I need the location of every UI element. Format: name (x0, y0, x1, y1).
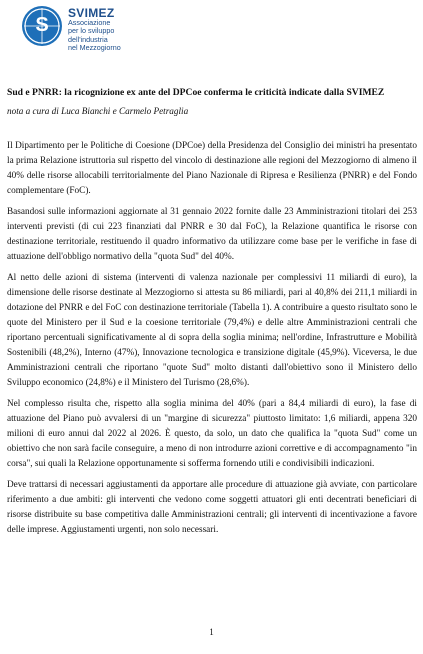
page-number: 1 (209, 627, 214, 637)
brand-line: Associazione (68, 18, 111, 27)
brand-line: dell'industria (68, 34, 108, 44)
header (22, 6, 202, 53)
svimez-logo (22, 6, 62, 46)
paragraph: Deve trattarsi di necessari aggiustamenti da apportare alle procedure di attuazione già avviate, con particolare riferimento a due ambiti: gli interventi che vedono come soggetti attuatori gli enti decentrati beneficiari di risorse distribuite su base competitiva dalle Amministrazioni centrali; gli interventi di incentivazione a favore delle imprese. Aggiustamenti urgenti, non solo necessari. (7, 480, 417, 535)
paragraph: Basandosi sulle informazioni aggiornate al 31 gennaio 2022 fornite dalle 23 Amministrazioni titolari dei 253 interventi previsti (di cui 223 finanziati dal PNRR e 30 dal FoC), la Relazione quantifica le risorse con destinazione territoriale, restituendo il quadro informativo da utilizzare come base per le verifiche in fase di attuazione dell'obbligo normativo della "quota Sud" del 40%. (7, 207, 417, 262)
paragraph: Al netto delle azioni di sistema (interventi di valenza nazionale per complessivi 11 miliardi di euro), la dimensione delle risorse destinate al Mezzogiorno si attesta su 86 miliardi, pari al 40,8% dei 211,1 miliardi in dotazione del PNRR e del FoC con destinazione territoriale (Tabella 1). A contribuire a questo risultato sono le quote del Ministero per il Sud e la coesione territoriale (79,4%) e delle altre Amministrazioni centrali che riportano percentuali significativamente al di sopra della soglia minima; nell'ordine, Infrastrutture e Mobilità Sostenibili (48,2%), Interno (47%), Innovazione tecnologica e transizione digitale (45,9%). Viceversa, le due Amministrazioni centrali che riportano "quote Sud" molto distanti dall'obiettivo sono il Ministero dello Sviluppo economico (24,8%) e il Ministero del Turismo (28,6%). (7, 273, 417, 388)
paragraph: Nel complesso risulta che, rispetto alla soglia minima del 40% (pari a 84,4 miliardi di euro), la fase di attuazione del Piano può avvalersi di un "margine di sicurezza" piuttosto limitato: 1,6 miliardi, appena 320 milioni di euro annui dal 2022 al 2026. È questo, da solo, un dato che qualifica la "quota Sud" come un obiettivo che non sarà facile conseguire, a meno di non introdurre azioni correttive e di accompagnamento "in corsa", sui quali la Relazione opportunamente si sofferma fornendo utili e condivisibili indicazioni. (7, 399, 417, 469)
document-author: nota a cura di Luca Bianchi e Carmelo Petraglia (7, 106, 189, 116)
brand-block (68, 7, 121, 53)
brand-line: nel Mezzogiorno (68, 43, 121, 53)
document-title: Sud e PNRR: la ricognizione ex ante del DPCoe conferma le criticità indicate dalla SVIMEZ (7, 87, 385, 98)
paragraph: Il Dipartimento per le Politiche di Coesione (DPCoe) della Presidenza del Consiglio dei ministri ha presentato la prima Relazione istruttoria sul rispetto del vincolo di destinazione alle regioni del Mezzogiorno di almeno il 40% delle risorse allocabili territorialmente del Piano Nazionale di Ripresa e Resilienza (PNRR) e del Fondo complementare (FoC). (7, 141, 417, 196)
document-body (7, 86, 417, 544)
brand-line: per lo sviluppo (68, 26, 115, 36)
logo-letter: S (35, 14, 49, 36)
brand-name: SVIMEZ (68, 6, 115, 20)
